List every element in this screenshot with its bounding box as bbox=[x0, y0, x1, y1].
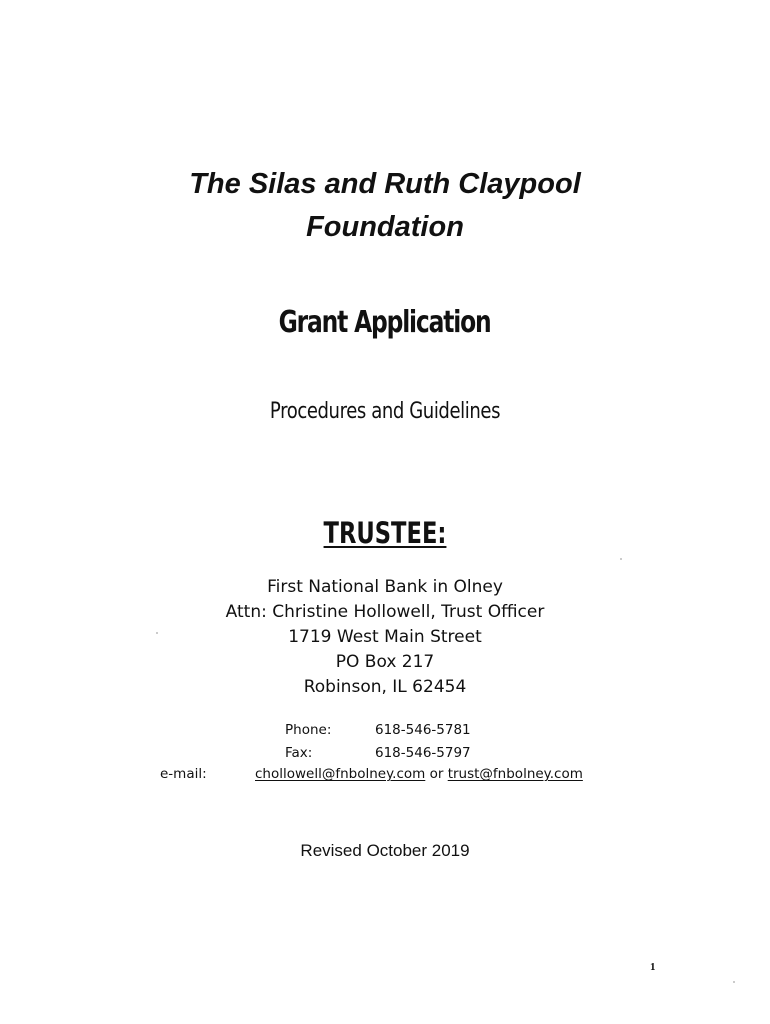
grant-application-heading: Grant Application bbox=[278, 305, 491, 340]
address-attention: Attn: Christine Hollowell, Trust Officer bbox=[225, 602, 545, 622]
scan-speck bbox=[733, 981, 735, 983]
email-row bbox=[255, 766, 583, 782]
revised-date: Revised October 2019 bbox=[300, 841, 470, 860]
address-street: 1719 West Main Street bbox=[288, 627, 482, 647]
address-city-state-zip: Robinson, IL 62454 bbox=[303, 677, 467, 697]
email-primary-link[interactable]: chollowell@fnbolney.com bbox=[255, 766, 426, 782]
trustee-heading: TRUSTEE: bbox=[323, 516, 447, 550]
procedures-subtitle: Procedures and Guidelines bbox=[269, 399, 501, 424]
phone-value: 618-546-5781 bbox=[375, 722, 471, 738]
email-separator: or bbox=[429, 766, 444, 782]
address-po-box: PO Box 217 bbox=[335, 652, 435, 672]
email-label: e-mail: bbox=[160, 766, 207, 782]
scan-speck bbox=[156, 632, 158, 634]
page-number: 1 bbox=[650, 961, 656, 973]
foundation-title-line-1: The Silas and Ruth Claypool bbox=[189, 168, 581, 200]
address-bank-name: First National Bank in Olney bbox=[267, 577, 503, 597]
foundation-title-line-2: Foundation bbox=[306, 211, 464, 243]
email-secondary-link[interactable]: trust@fnbolney.com bbox=[447, 766, 583, 782]
phone-label: Phone: bbox=[285, 722, 332, 738]
fax-value: 618-546-5797 bbox=[375, 745, 471, 761]
scan-speck bbox=[620, 558, 622, 560]
fax-label: Fax: bbox=[285, 745, 313, 761]
